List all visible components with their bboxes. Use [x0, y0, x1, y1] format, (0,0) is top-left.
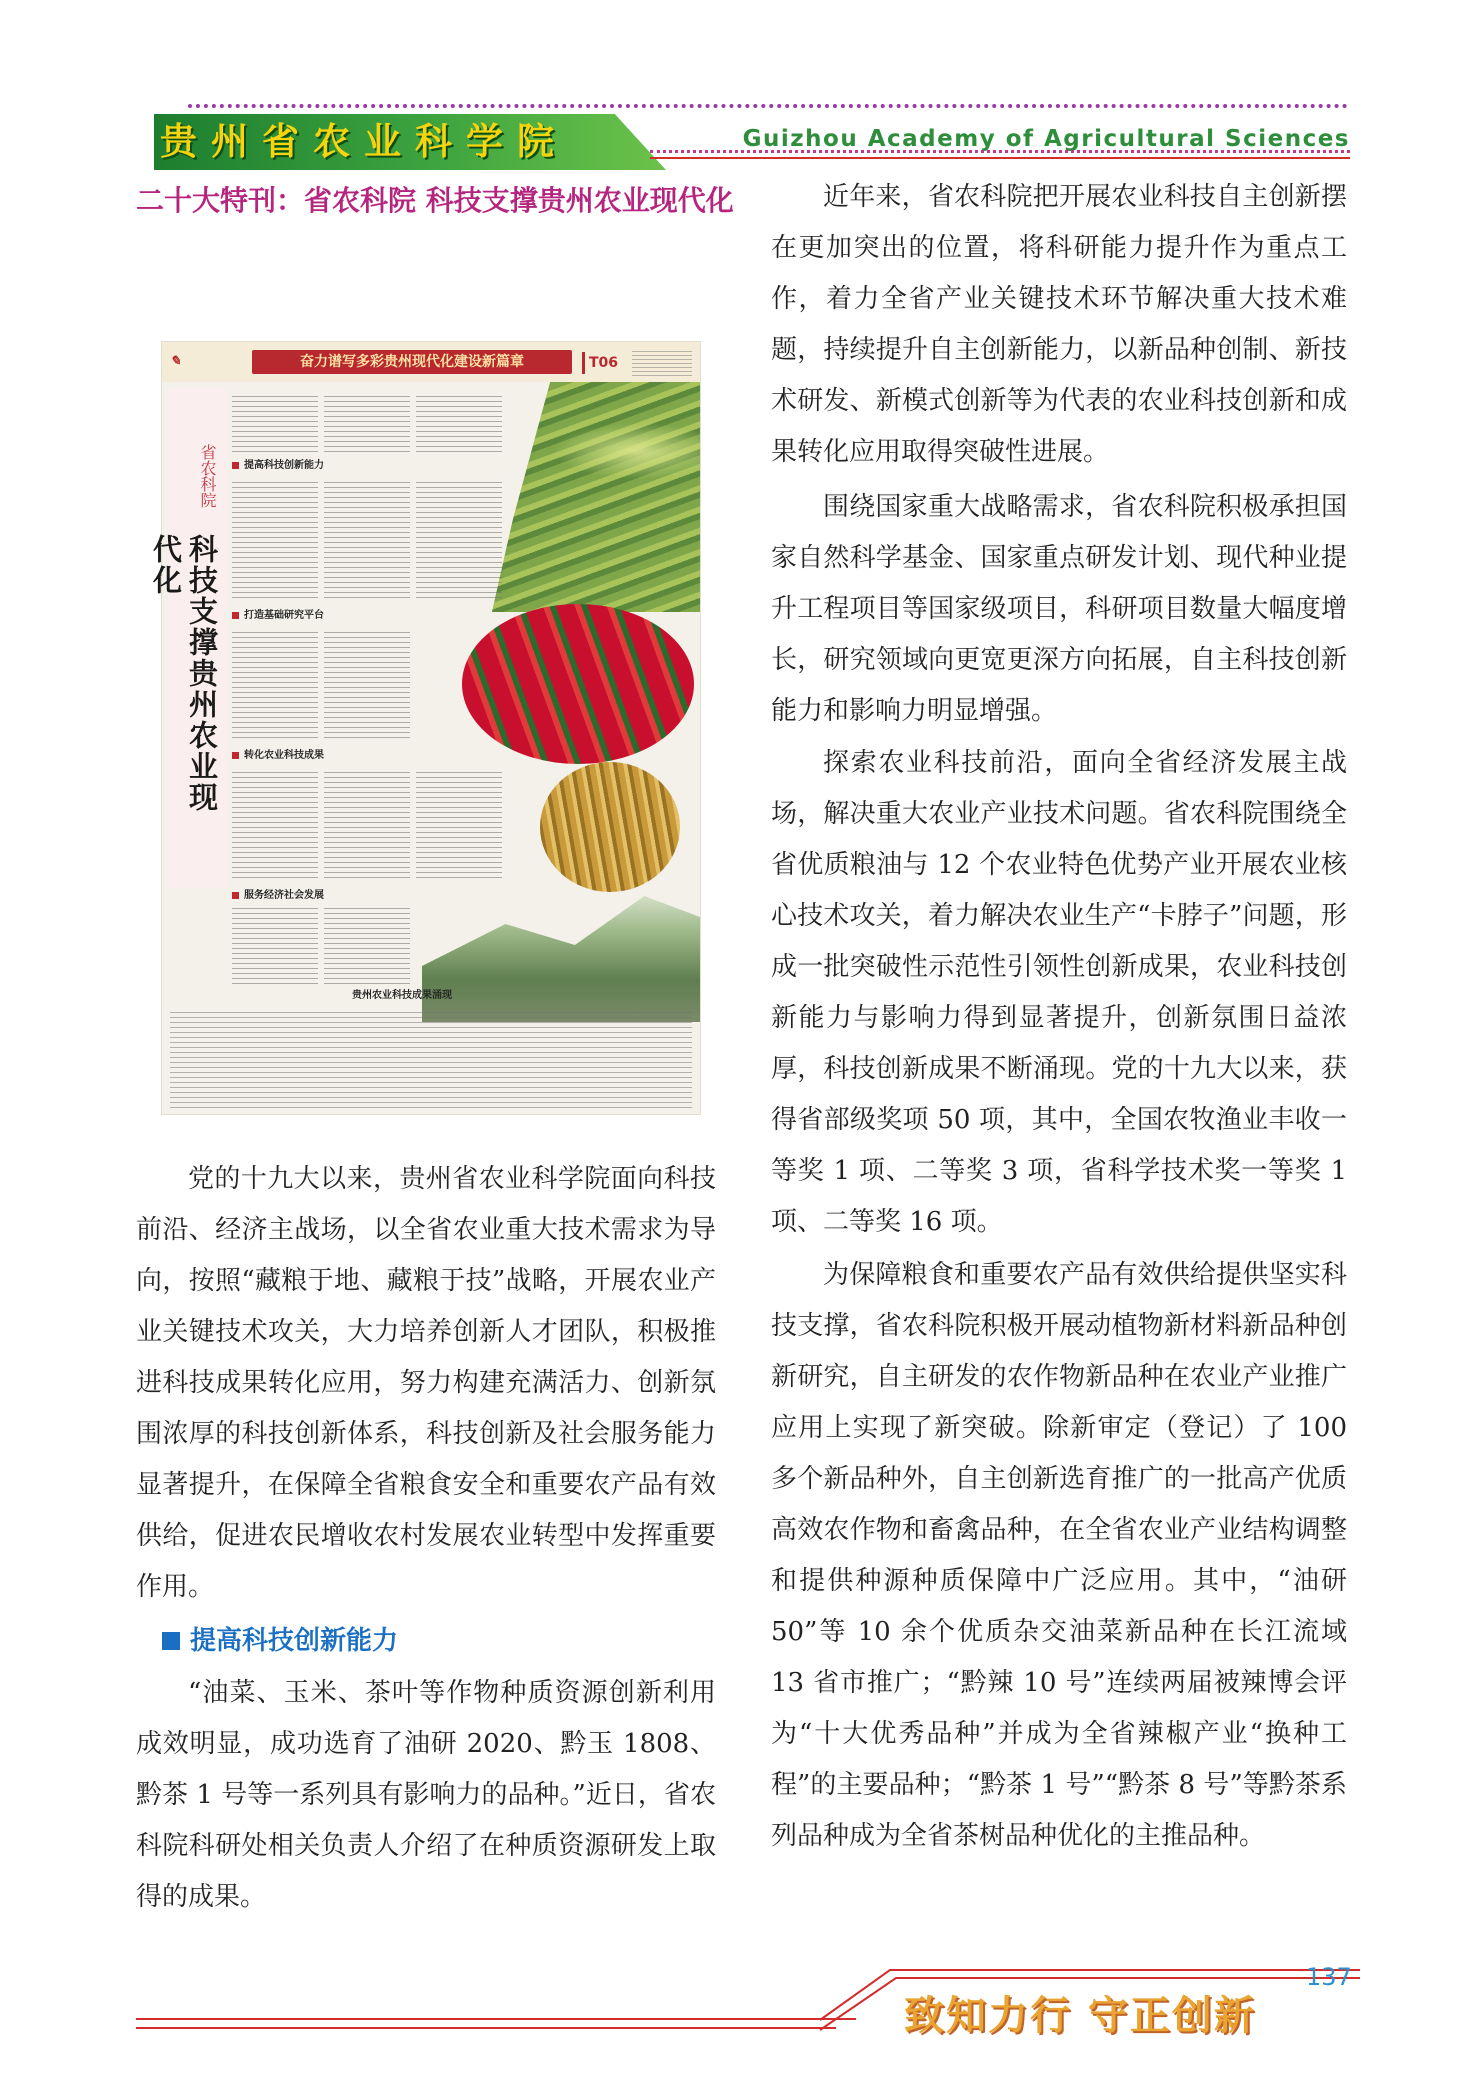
- terraced-field-photo: [492, 382, 700, 612]
- newspaper-text-column: [416, 768, 502, 878]
- left-paragraph-2: “油菜、玉米、茶叶等作物种质资源创新利用成效明显，成功选育了油研 2020、黔玉 1808、黔茶 1 号等一系列具有影响力的品种。”近日，省农科院科研处相关负责人介绍了在种质资源研发上取得的成果。: [136, 1678, 716, 1912]
- left-paragraph-1: 党的十九大以来，贵州省农业科学院面向科技前沿、经济主战场，以全省农业重大技术需求为导向，按照“藏粮于地、藏粮于技”战略，开展农业产业关键技术攻关，大力培养创新人才团队，积极推进科技成果转化应用，努力构建充满活力、创新氛围浓厚的科技创新体系，科技创新及社会服务能力显著提升，在保障全省粮食安全和重要农产品有效供给，促进农民增收农村发展农业转型中发挥重要作用。: [136, 1164, 716, 1602]
- newspaper-masthead-text: [632, 350, 692, 376]
- footer-red-line: [136, 2027, 836, 2029]
- newspaper-text-column: [232, 392, 318, 452]
- header-title-en: Guizhou Academy of Agricultural Sciences: [742, 126, 1350, 152]
- newspaper-section-heading: 转化农业科技成果: [232, 748, 402, 764]
- section-marker-icon: [162, 1632, 180, 1650]
- footer-red-line: [136, 2018, 856, 2020]
- newspaper-page-code: T06: [582, 352, 626, 374]
- newspaper-section-heading: 打造基础研究平台: [232, 608, 402, 624]
- header-dotted-line-right: [650, 150, 1350, 153]
- header-title-cn: 贵州省农业科学院: [160, 120, 568, 163]
- newspaper-text-column: [232, 628, 318, 738]
- right-paragraph-1: 近年来，省农科院把开展农业科技自主创新摆在更加突出的位置，将科研能力提升作为重点工作，着力全省产业关键技术环节解决重大技术难题，持续提升自主创新能力，以新品种创制、新技术研发、新模式创新等为代表的农业科技创新和成果转化应用取得突破性进展。: [771, 182, 1347, 467]
- newspaper-text-column: [324, 628, 410, 738]
- newspaper-banner-text: 奋力谱写多彩贵州现代化建设新篇章: [300, 354, 524, 370]
- newspaper-text-column: [232, 908, 318, 984]
- newspaper-side-small-title: 省农科院: [198, 444, 217, 508]
- chili-pepper-photo: [462, 604, 694, 764]
- article-title: 二十大特刊：省农科院 科技支撑贵州农业现代化: [136, 184, 734, 217]
- newspaper-logo: ✎: [170, 354, 181, 369]
- newspaper-text-column: [324, 392, 410, 452]
- newspaper-text-column: [324, 768, 410, 878]
- newspaper-section-heading: 提高科技创新能力: [232, 458, 402, 474]
- right-paragraph-4: 为保障粮食和重要农产品有效供给提供坚实科技支撑，省农科院积极开展动植物新材料新品种创新研究，自主研发的农作物新品种在农业产业推广应用上实现了新突破。除新审定（登记）了 100 多个新品种外，自主创新选育推广的一批高产优质高效农作物和畜禽品种，在全省农业产业结构调整和提供种源种质保障中广泛应用。其中，“油研 50”等 10 余个优质杂交油菜新品种在长江流域 13 省市推广；“黔辣 10 号”连续两届被辣博会评为“十大优秀品种”并成为全省辣椒产业“换种工程”的主要品种；“黔茶 1 号”“黔茶 8 号”等黔茶系列品种成为全省茶树品种优化的主推品种。: [771, 1260, 1347, 1851]
- newspaper-text-column: [232, 768, 318, 878]
- newspaper-text-column: [416, 392, 502, 452]
- header-red-line: [650, 157, 1350, 159]
- newspaper-text-column: [232, 478, 318, 598]
- right-paragraph-2: 围绕国家重大战略需求，省农科院积极承担国家自然科学基金、国家重点研发计划、现代种业提升工程项目等国家级项目，科研项目数量大幅度增长，研究领域向更宽更深方向拓展，自主科技创新能力和影响力明显增强。: [771, 492, 1347, 726]
- newspaper-text-column: [416, 478, 502, 598]
- newspaper-image: [149, 342, 700, 1114]
- header-dotted-line: [188, 104, 1348, 108]
- rice-photo: [540, 762, 680, 892]
- newspaper-text-column: [324, 908, 410, 984]
- newspaper-text-column: [324, 478, 410, 598]
- page-number: 137: [1306, 1963, 1352, 1991]
- footer-slogan: 致知力行 守正创新: [904, 1993, 1256, 2039]
- section-heading: 提高科技创新能力: [190, 1626, 399, 1656]
- newspaper-side-big-title: 科技支撑贵州农业现代化: [149, 534, 219, 813]
- newspaper-bottom-label: 贵州农业科技成果涌现: [352, 990, 452, 1001]
- newspaper-bottom-text: [170, 1008, 692, 1108]
- newspaper-section-heading: 服务经济社会发展: [232, 888, 402, 904]
- right-paragraph-3: 探索农业科技前沿，面向全省经济发展主战场，解决重大农业产业技术问题。省农科院围绕全省优质粮油与 12 个农业特色优势产业开展农业核心技术攻关，着力解决农业生产“卡脖子”问题，形成一批突破性示范性引领性创新成果，农业科技创新能力与影响力得到显著提升，创新氛围日益浓厚，科技创新成果不断涌现。党的十九大以来，获得省部级奖项 50 项，其中，全国农牧渔业丰收一等奖 1 项、二等奖 3 项，省科学技术奖一等奖 1 项、二等奖 16 项。: [771, 748, 1347, 1237]
